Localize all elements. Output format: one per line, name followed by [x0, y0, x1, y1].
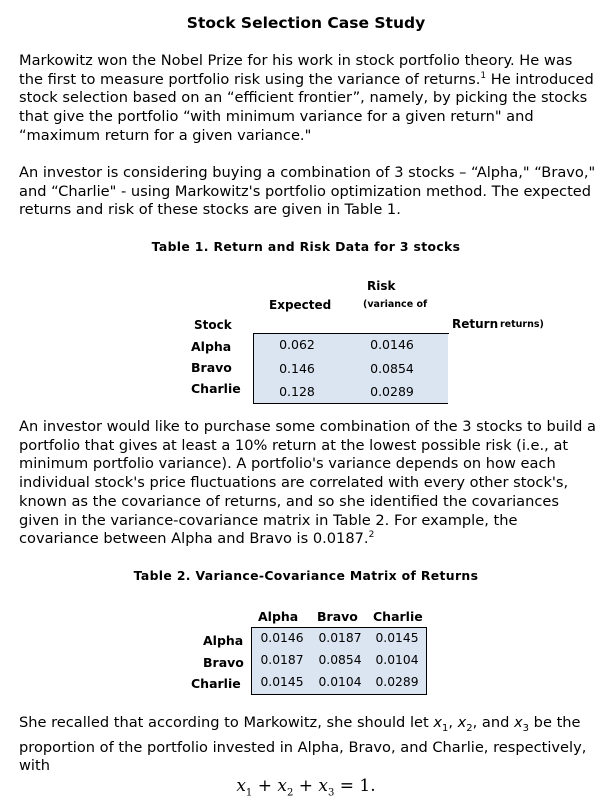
subscript: 1 [441, 722, 449, 734]
table2-cell: 0.0187 [318, 631, 362, 645]
separator: , and [472, 714, 515, 731]
table1-cell-risk: 0.0289 [370, 384, 414, 399]
separator: , [448, 714, 458, 731]
footnote-marker: 1 [480, 70, 487, 81]
paragraph-investor-intro: An investor is considering buying a combination of 3 stocks – “Alpha," “Bravo," and “Charlie" - using Markowitz's portfolio optimization method. The expected returns and risk of these stocks are given in Table 1. [19, 164, 596, 219]
paragraph-text: Markowitz won the Nobel Prize for his work in stock portfolio theory. He was the first to measure portfolio risk using the variance of returns. [19, 52, 573, 88]
table2-data-box [251, 627, 427, 695]
paragraph-text: He introduced stock selection based on an “efficient frontier”, namely, by picking the stocks that give the portfolio “with minimum variance for a given return" and “maximum return for a given variance." [19, 70, 594, 144]
table2-col-header: Alpha [258, 609, 299, 624]
table2-cell: 0.0187 [260, 653, 304, 667]
variable-x: x [277, 776, 287, 796]
table1-header-stock: Stock [194, 318, 232, 332]
constraint-equation [0, 776, 612, 798]
table2-cell: 0.0289 [375, 675, 419, 689]
table2-row-label: Bravo [203, 655, 244, 670]
table2-cell: 0.0146 [260, 631, 304, 645]
subscript: 2 [466, 722, 473, 734]
table2-cell: 0.0104 [375, 653, 419, 667]
table2-cell: 0.0145 [260, 675, 304, 689]
table1-header-risk-sub1: (variance of [363, 299, 428, 310]
table2-cell: 0.0854 [318, 653, 362, 667]
variable-x: x [457, 714, 467, 731]
page-title: Stock Selection Case Study [186, 14, 426, 32]
equation-rhs: 1. [359, 776, 376, 796]
footnote-marker: 2 [368, 530, 375, 541]
table1-header-expected: Expected [269, 298, 332, 312]
paragraph-variables [19, 714, 599, 776]
variable-x: x [318, 776, 328, 796]
table2-row-label: Charlie [191, 676, 241, 691]
paragraph-portfolio-goal [19, 418, 599, 549]
table1-header-return: Return [452, 317, 499, 331]
table1-cell-expected: 0.128 [279, 384, 315, 399]
equals-sign: = [334, 776, 360, 796]
subscript: 2 [286, 787, 294, 799]
table1-top-rule [253, 333, 449, 334]
paragraph-text: An investor would like to purchase some combination of the 3 stocks to build a portfolio that gives at least a 10% return at the lowest possible risk (i.e., at minimum portfolio variance). A portfolio's variance depends on how each individual stock's price fluctuations are correlated with every other stock's, known as the covariance of returns, and so she identified the covariances given in the variance-covariance matrix in Table 2. For example, the covariance between Alpha and Bravo is 0.0187. [19, 418, 596, 548]
table1-cell-expected: 0.146 [279, 361, 315, 376]
table1-cell-expected: 0.062 [279, 337, 315, 352]
variable-x: x [433, 714, 442, 731]
table2-cell: 0.0104 [318, 675, 362, 689]
table2-caption: Table 2. Variance-Covariance Matrix of Returns [133, 568, 479, 583]
plus-sign: + [293, 776, 319, 796]
table2-cell: 0.0145 [375, 631, 419, 645]
table1-caption: Table 1. Return and Risk Data for 3 stocks [151, 239, 461, 254]
table2-row-label: Alpha [203, 633, 244, 648]
table1-row-label: Bravo [191, 360, 232, 375]
paragraph-markowitz-intro [19, 52, 599, 146]
table1-cell-risk: 0.0146 [370, 337, 414, 352]
paragraph-text: She recalled that according to Markowitz, she should let [19, 714, 434, 731]
table2-col-header: Charlie [373, 609, 423, 624]
plus-sign: + [252, 776, 278, 796]
variable-x: x [514, 714, 523, 731]
subscript: 3 [522, 722, 530, 734]
table1-row-label: Charlie [191, 381, 241, 396]
table2-col-header: Bravo [317, 609, 358, 624]
paragraph-text: be the proportion of the portfolio invested in Alpha, Bravo, and Charlie, respectively, with [19, 714, 587, 775]
table1-header-risk: Risk [367, 279, 396, 293]
table1-row-label: Alpha [191, 339, 232, 354]
table1-cell-risk: 0.0854 [370, 361, 414, 376]
subscript: 3 [327, 787, 335, 799]
subscript: 1 [245, 787, 253, 799]
table1-header-risk-sub2: returns) [500, 319, 544, 330]
variable-x: x [236, 776, 246, 796]
